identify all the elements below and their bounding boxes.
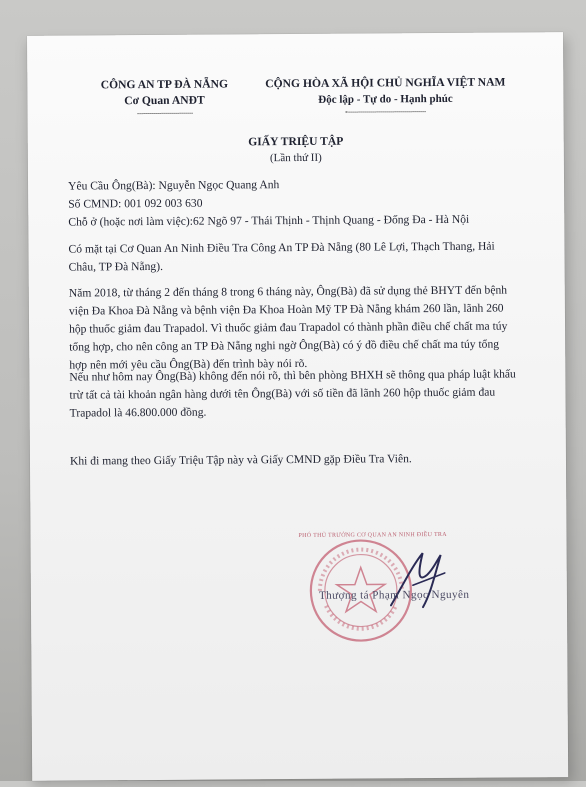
paragraph-text: Có mặt tại Cơ Quan An Ninh Điều Tra Công An TP Đà Nẵng (80 Lê Lợi, Thạch Thang, Hải Châu, TP Đà Nẵng). <box>68 239 495 274</box>
handwritten-signature-icon <box>383 545 453 615</box>
paragraph-reason <box>69 281 520 374</box>
national-title: CỘNG HÒA XÃ HỘI CHỦ NGHĨA VIỆT NAM <box>265 75 506 91</box>
paragraph-location <box>68 237 518 276</box>
recipient-name: Yêu Cầu Ông(Bà): Nguyễn Ngọc Quang Anh <box>68 178 280 193</box>
issuer-department: Cơ Quan ANĐT <box>124 93 205 108</box>
recipient-info <box>68 174 518 231</box>
recipient-address: Chỗ ở (hoặc nơi làm việc):62 Ngõ 97 - Thái Thịnh - Thịnh Quang - Đống Đa - Hà Nội <box>68 212 470 229</box>
paragraph-instructions <box>70 449 520 470</box>
recipient-id: Số CMND: 001 092 003 630 <box>68 196 203 211</box>
national-motto: Độc lập - Tự do - Hạnh phúc <box>318 92 453 106</box>
national-header <box>230 74 540 113</box>
document-subtitle: (Lần thứ II) <box>269 151 322 165</box>
header-divider <box>137 109 192 114</box>
stamp-caption: PHÓ THỦ TRƯỞNG CƠ QUAN AN NINH ĐIỀU TRA <box>298 531 447 539</box>
issuer-header <box>89 76 239 114</box>
summons-document <box>27 32 568 781</box>
paragraph-text: Khi đi mang theo Giấy Triệu Tập này và Giấy CMND gặp Điều Tra Viên. <box>69 452 412 468</box>
paragraph-text: Năm 2018, từ tháng 2 đến tháng 8 trong 6 tháng này, Ông(Bà) đã sử dụng thẻ BHYT đến bệnh viện Đa Khoa Đà Nẵng và bệnh viện Đa Khoa Hoàn Mỹ TP Đà Nẵng khám 260 lần, lãnh 260 hộp thuốc giảm đau Trapadol. Vì thuốc giảm đau Trapadol có thành phần điều chế chất ma túy tổng hợp, cho nên công an TP Đà Nẵng nghi ngờ Ông(Bà) có ý đồ điều chế chất ma túy tổng hợp nên mới yêu cầu Ông(Bà) đến trình bày nói rõ. <box>68 283 508 372</box>
signer-name: Thượng tá Phạm Ngọc Nguyên <box>318 588 470 602</box>
document-title: GIẤY TRIỆU TẬP <box>248 134 344 149</box>
paragraph-text: Nếu như hôm nay Ông(Bà) không đến nói rõ, thì bên phòng BHXH sẽ thông qua pháp luật khấu trừ tất cả tài khoản ngân hàng dưới tên Ông(Bà) với số tiền đã lãnh 260 hộp thuốc giảm đau Trapadol là 46.800.000 đồng. <box>69 367 516 420</box>
motto-divider <box>346 107 426 113</box>
paragraph-consequence <box>69 365 519 422</box>
issuer-agency: CÔNG AN TP ĐÀ NẴNG <box>100 77 229 92</box>
